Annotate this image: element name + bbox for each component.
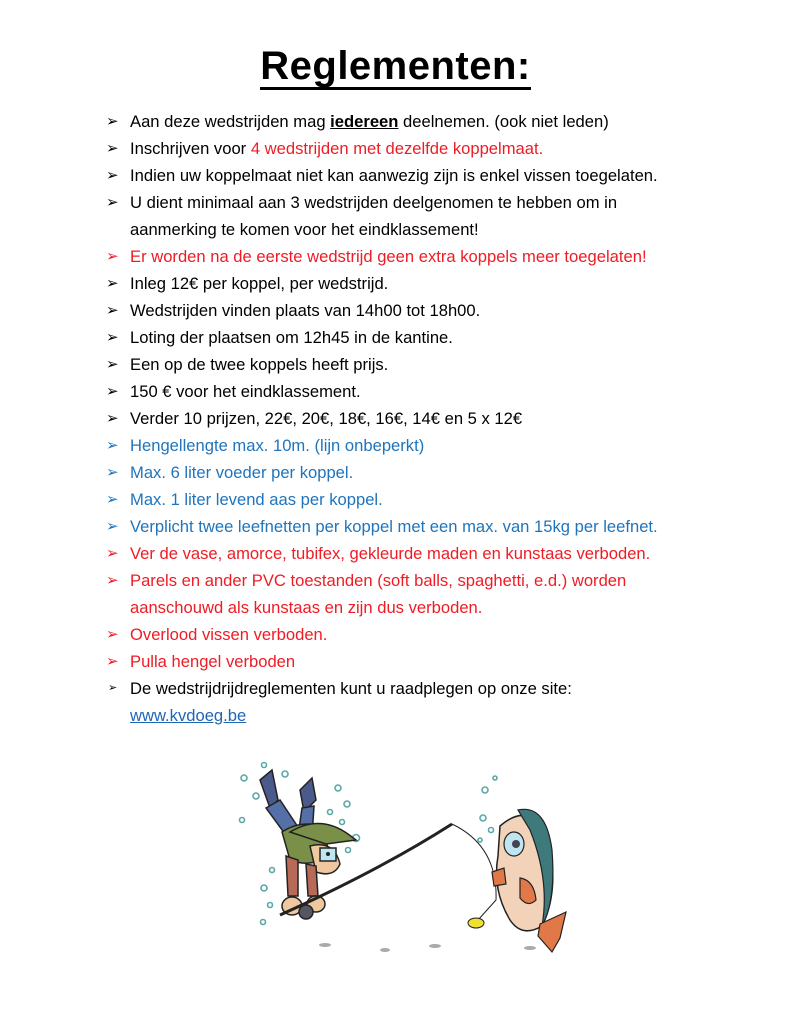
rule-text: Ver de vase, amorce, tubifex, gekleurde maden en kunstaas verboden. (130, 544, 651, 563)
rule-item (104, 513, 744, 540)
rule-text: Verplicht twee leefnetten per koppel met een max. van 15kg per leefnet. (130, 517, 658, 536)
rule-text: Inschrijven voor (130, 139, 251, 158)
rule-item (104, 459, 744, 486)
arrowhead-bullet-icon: ➢ (106, 518, 119, 535)
rule-item (104, 108, 744, 135)
rule-emphasis: iedereen (330, 112, 399, 131)
rule-highlight: 4 wedstrijden met dezelfde koppelmaat. (250, 139, 544, 158)
rule-item (104, 486, 744, 513)
rule-item (104, 675, 744, 729)
rule-item (104, 648, 744, 675)
rule-text: Pulla hengel verboden (130, 652, 296, 671)
arrowhead-bullet-icon: ➢ (106, 491, 119, 508)
rule-item (104, 540, 744, 567)
rule-text: Indien uw koppelmaat niet kan aanwezig zijn is enkel vissen toegelaten. (130, 166, 658, 185)
rule-text: aanschouwd als kunstaas en zijn dus verboden. (130, 598, 483, 617)
rule-text: Verder 10 prijzen, 22€, 20€, 18€, 16€, 14€ en 5 x 12€ (130, 409, 523, 428)
website-link[interactable]: www.kvdoeg.be (130, 706, 247, 725)
rule-item (104, 432, 744, 459)
fishing-line-icon (452, 824, 496, 920)
rule-item (104, 135, 744, 162)
rule-item (104, 351, 744, 378)
page-title (0, 42, 791, 90)
rule-text: Hengellengte max. 10m. (lijn onbeperkt) (130, 436, 425, 455)
arrowhead-bullet-icon: ➢ (106, 140, 119, 157)
arrowhead-bullet-icon: ➢ (106, 167, 119, 184)
rule-item (104, 324, 744, 351)
arrowhead-bullet-icon: ➢ (106, 302, 119, 319)
arrowhead-bullet-icon: ➢ (106, 437, 119, 454)
arrowhead-bullet-icon: ➢ (106, 329, 119, 346)
rule-item (104, 297, 744, 324)
lure-icon (468, 918, 484, 928)
arrowhead-bullet-icon: ➢ (106, 113, 119, 130)
rule-item (104, 189, 744, 243)
rule-item (104, 405, 744, 432)
rule-text: Wedstrijden vinden plaats van 14h00 tot 18h00. (130, 301, 481, 320)
rule-text: De wedstrijdrijdreglementen kunt u raadplegen op onze site: (130, 679, 572, 698)
arrowhead-bullet-icon: ➢ (106, 545, 119, 562)
rule-text: Max. 1 liter levend aas per koppel. (130, 490, 383, 509)
arrowhead-bullet-icon: ➢ (106, 464, 119, 481)
page-title-text: Reglementen: (260, 44, 531, 88)
arrowhead-bullet-icon: ➢ (106, 248, 119, 265)
rule-item (104, 162, 744, 189)
fisherman-icon (260, 770, 356, 919)
arrowhead-bullet-icon: ➢ (106, 194, 119, 211)
rule-text: aanmerking te komen voor het eindklassement! (130, 220, 479, 239)
arrowhead-bullet-icon: ➢ (106, 275, 119, 292)
bubbles-icon (240, 763, 498, 925)
arrowhead-bullet-icon: ➢ (106, 653, 119, 670)
arrowhead-bullet-icon: ➢ (106, 356, 119, 373)
rule-text: Loting der plaatsen om 12h45 in de kantine. (130, 328, 453, 347)
fisherman-fish-illustration (230, 760, 580, 960)
pebbles-icon (319, 943, 536, 952)
rule-text: Overlood vissen verboden. (130, 625, 328, 644)
arrowhead-bullet-icon: ➢ (106, 383, 119, 400)
rule-text: Max. 6 liter voeder per koppel. (130, 463, 354, 482)
rule-text: 150 € voor het eindklassement. (130, 382, 361, 401)
arrowhead-bullet-icon: ➢ (108, 682, 118, 694)
rule-item (104, 621, 744, 648)
rule-text: Er worden na de eerste wedstrijd geen extra koppels meer toegelaten! (130, 247, 647, 266)
rule-item (104, 270, 744, 297)
rule-item (104, 378, 744, 405)
arrowhead-bullet-icon: ➢ (106, 626, 119, 643)
rule-text: Parels en ander PVC toestanden (soft balls, spaghetti, e.d.) worden (130, 571, 627, 590)
arrowhead-bullet-icon: ➢ (106, 572, 119, 589)
rule-text: Inleg 12€ per koppel, per wedstrijd. (130, 274, 389, 293)
rule-item (104, 243, 744, 270)
rule-text: U dient minimaal aan 3 wedstrijden deelgenomen te hebben om in (130, 193, 618, 212)
rule-text: Aan deze wedstrijden mag (130, 112, 331, 131)
rule-item (104, 567, 744, 621)
fish-icon (492, 809, 566, 952)
rule-text: Een op de twee koppels heeft prijs. (130, 355, 389, 374)
arrowhead-bullet-icon: ➢ (106, 410, 119, 427)
rule-text: deelnemen. (ook niet leden) (398, 112, 609, 131)
rules-list (104, 108, 744, 729)
